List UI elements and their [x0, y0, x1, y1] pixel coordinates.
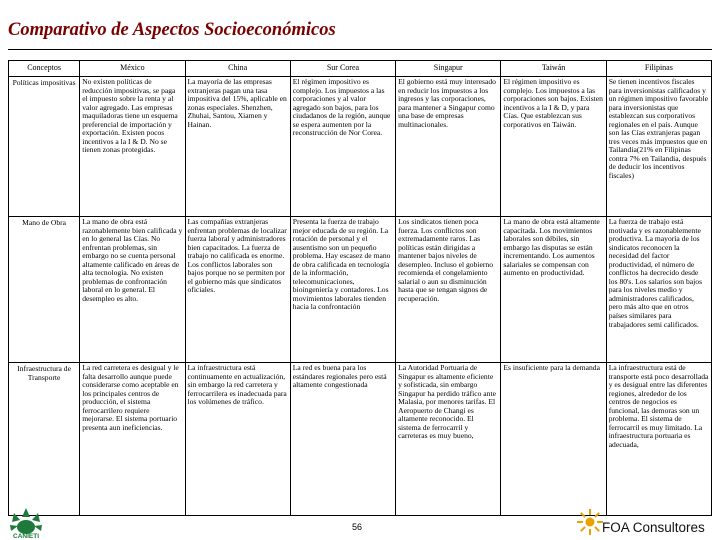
- table-cell: Se tienen incentivos fiscales para inversionistas calificados y un régimen impositivo favorable para inversionistas que establezcan sus corporativos regionales en el país. Aunque son las Cías extranjeras pagan tres veces más impuestos que en Tailandia(21% en Filipinas contra 7% en Tailandia, después de deducir los incentivos fiscales): [606, 77, 711, 217]
- col-header-singapore: Singapur: [396, 61, 501, 77]
- table-cell: Presenta la fuerza de trabajo mejor educada de su región. La rotación de personal y el ausentismo son un pequeño problema. Hay escasez de mano de obra calificada en tecnología de la información, telecomunicaciones, bioingeniería y contadores. Los movimientos laborales tienden hacia la confrontación: [290, 217, 395, 363]
- table-cell: Las compañías extranjeras enfrentan problemas de localizar fuerza laboral y administradores bien capacitados. La fuerza de trabajo no calificada es enorme. Los conflictos laborales son bajos porque no se permiten por el gobierno más que sindicatos oficiales.: [185, 217, 290, 363]
- table-cell: La red carretera es desigual y le falta desarrollo aunque puede considerarse como aceptable en los principales centros de producción, el sistema ferrocarrilero requiere mejorarse. El sistema portuario presenta aun ineficiencias.: [80, 363, 185, 516]
- table-cell: La mano de obra está altamente capacitada. Los movimientos laborales son débiles, sin embargo las disputas se están incrementando. Los aumentos salariales se compensan con aumento en productividad.: [501, 217, 606, 363]
- table-cell: El gobierno está muy interesado en reducir los impuestos a los ingresos y las corporaciones, para mantener a Singapur como una base de empresas multinacionales.: [396, 77, 501, 217]
- header-row: [9, 61, 712, 77]
- table-cell: La mayoría de las empresas extranjeras pagan una tasa impositiva del 15%, aplicable en zonas especiales. Shenzhen, Zhuhai, Santou, Xiamen y Hainan.: [185, 77, 290, 217]
- row-label-transport: Infraestructura de Transporte: [9, 363, 80, 516]
- table-cell: El régimen impositivo es complejo. Los impuestos a las corporaciones y al valor agregado son bajos, para los ciudadanos de la región, aunque se espera aumenten por la reconstrucción de Nor Corea.: [290, 77, 395, 217]
- col-header-concepts: Conceptos: [9, 61, 80, 77]
- table-cell: La infraestructura está continuamente en actualización, sin embargo la red carretera y ferrocarrilera es inadecuada para los volúmenes de tráfico.: [185, 363, 290, 516]
- col-header-mexico: México: [80, 61, 185, 77]
- col-header-south-korea: Sur Corea: [290, 61, 395, 77]
- page-title: Comparativo de Aspectos Socioeconómicos: [8, 20, 336, 40]
- brand-name: FOA Consultores: [602, 520, 705, 535]
- table-cell: No existen políticas de reducción impositivas, se paga el impuesto sobre la renta y al valor agregado. Las empresas maquiladoras tiene un esquema preferencial de importación y exportación. Existen pocos incentivos a la I & D. No se tienen zonas protegidas.: [80, 77, 185, 217]
- table-cell: Los sindicatos tienen poca fuerza. Los conflictos son extremadamente raros. Las políticas están dirigidas a mantener bajos niveles de desempleo. Incluso el gobierno recomienda el congelamiento salarial o aun su disminución hasta que se tengan signos de recuperación.: [396, 217, 501, 363]
- row-label-labor: Mano de Obra: [9, 217, 80, 363]
- table-cell: La infraestructura está de transporte está poco desarrollada y es desigual entre las diferentes regiones, alrededor de los centros de negocios es funcional, las demoras son un problema. El sistema de ferrocarril es muy limitado. La infraestructura portuaria es adecuada,: [606, 363, 711, 516]
- table-cell: La red es buena para los estándares regionales pero está altamente congestionada: [290, 363, 395, 516]
- col-header-philippines: Filipinas: [606, 61, 711, 77]
- foa-consultores-logo: [566, 508, 712, 538]
- title-rule: [8, 49, 712, 50]
- row-label-tax-policies: Políticas impositivas: [9, 77, 80, 217]
- table-cell: La fuerza de trabajo está motivada y es razonablemente productiva. La mayoría de los sindicatos reconocen la necesidad del factor productividad, el número de conflictos ha decrecido desde los 80's. Los salarios son bajos para los niveles medio y administradores calificados, pero más alto que en otros países similares para trabajadores semi calificados.: [606, 217, 711, 363]
- col-header-china: China: [185, 61, 290, 77]
- comparison-table: [8, 60, 712, 516]
- page-number: 56: [352, 522, 363, 532]
- col-header-taiwan: Taiwán: [501, 61, 606, 77]
- table-row: [9, 363, 712, 516]
- table-cell: La Autoridad Portuaria de Singapur es altamente eficiente y sofisticada, sin embargo Singapur ha perdido tráfico ante Malasia, por menores tarifas. El Aeropuerto de Changi es altamente reconocido. El sistema de ferrocarril y carreteras es muy bueno,: [396, 363, 501, 516]
- sun-icon: [576, 508, 604, 536]
- table-cell: La mano de obra está razonablemente bien calificada y en lo general las Cías. No enfrentan problemas, sin embargo no se cuenta personal altamente calificado en áreas de alta tecnología. No existen problemas de confrontación laboral en lo general. El desempleo es alto.: [80, 217, 185, 363]
- table-cell: El régimen impositivo es complejo. Los impuestos a las corporaciones son bajos. Existen incentivos a la I & D, y para Cías. Que establezcan sus corporativos en Taiwán.: [501, 77, 606, 217]
- table-row: [9, 217, 712, 363]
- table-cell: Es insuficiente para la demanda: [501, 363, 606, 516]
- table-row: [9, 77, 712, 217]
- svg-text:CANIETI: CANIETI: [13, 533, 39, 539]
- canieti-logo: [6, 505, 46, 539]
